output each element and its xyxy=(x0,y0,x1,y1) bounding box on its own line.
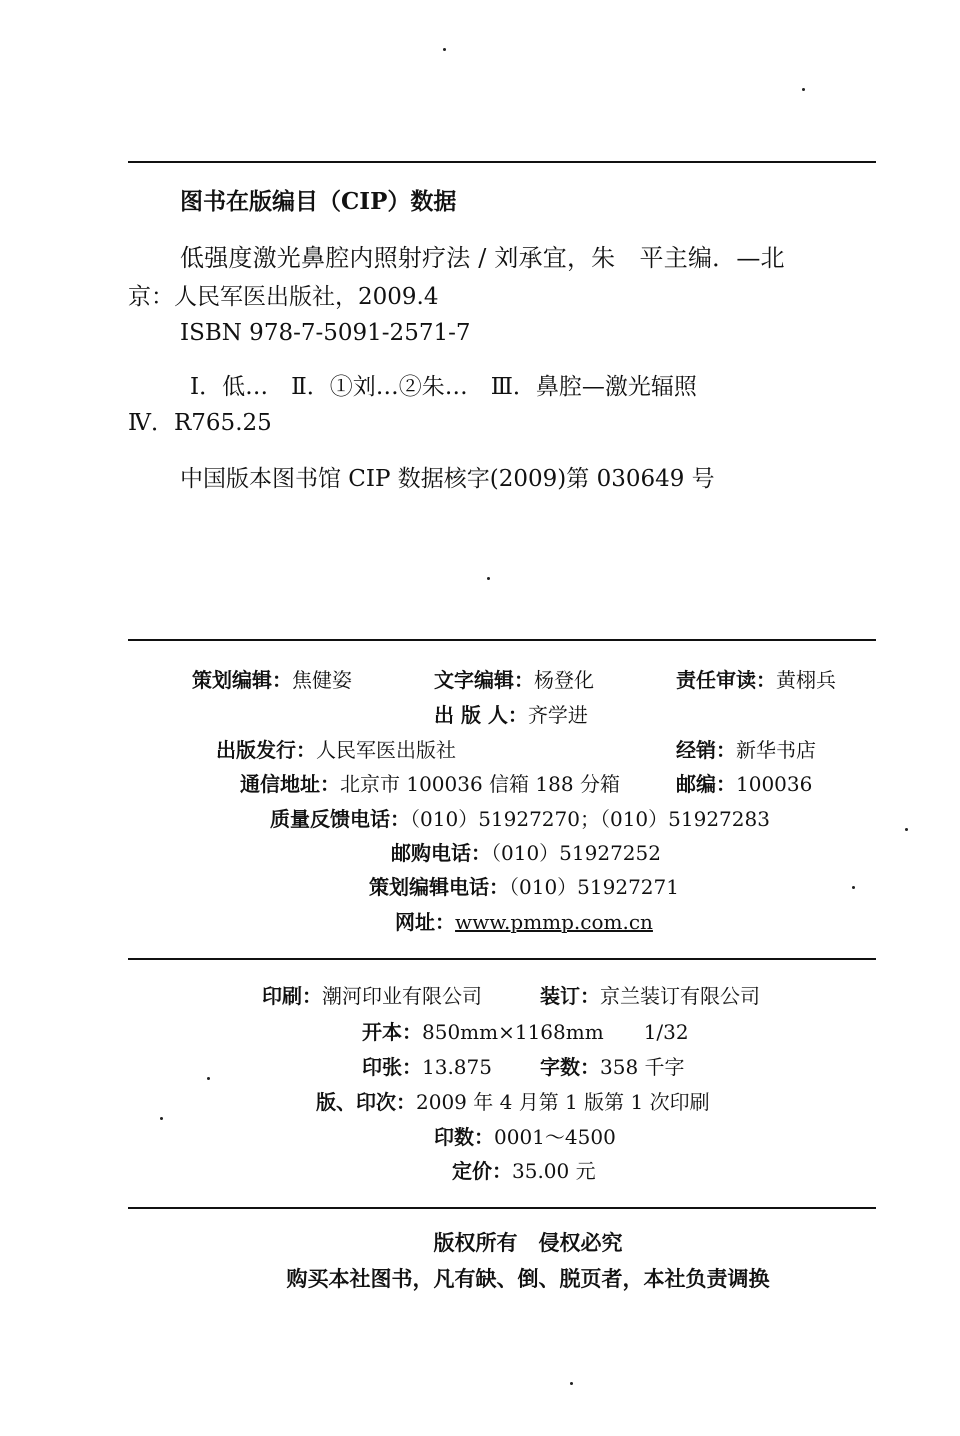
publisher-label: 出版发行： xyxy=(216,738,316,762)
sheets-value: 13.875 xyxy=(422,1055,492,1079)
website xyxy=(44,912,960,932)
binder-label: 装订： xyxy=(540,984,600,1008)
words-value: 358 千字 xyxy=(600,1055,685,1079)
publisher xyxy=(216,740,456,760)
address-value: 北京市 100036 信箱 188 分箱 xyxy=(340,772,620,796)
top-rule xyxy=(128,161,876,163)
editorial-phone-label: 策划编辑电话： xyxy=(369,875,509,899)
edition xyxy=(316,1092,710,1112)
distributor-label: 经销： xyxy=(676,738,736,762)
quality-phone-value: （010）51927270；（010）51927283 xyxy=(410,807,770,831)
format xyxy=(362,1022,689,1042)
copyright-notice: 版权所有 侵权必究 xyxy=(433,1230,623,1255)
planning-editor-value: 焦健姿 xyxy=(292,668,352,692)
copies-label: 印数： xyxy=(434,1125,494,1149)
postcode xyxy=(676,774,812,794)
postcode-value: 100036 xyxy=(736,772,813,796)
cip-number: 中国版本图书馆 CIP 数据核字(2009)第 030649 号 xyxy=(180,466,715,492)
text-editor-value: 杨登化 xyxy=(534,668,594,692)
scan-speck xyxy=(905,828,908,831)
middle-rule xyxy=(128,639,876,641)
cip-heading: 图书在版编目（CIP）数据 xyxy=(180,188,457,215)
quality-phone-label: 质量反馈电话： xyxy=(270,807,411,831)
printer xyxy=(262,986,482,1006)
format-label: 开本： xyxy=(362,1020,422,1044)
edition-value: 2009 年 4 月第 1 版第 1 次印刷 xyxy=(416,1090,710,1114)
planning-editor-label: 策划编辑： xyxy=(192,668,292,692)
address xyxy=(240,774,620,794)
price xyxy=(452,1161,596,1181)
words-label: 字数： xyxy=(540,1055,600,1079)
copyright-rule xyxy=(128,1207,876,1209)
cip-line-2: 京：人民军医出版社，2009.4 xyxy=(128,284,439,310)
reviewer-label: 责任审读： xyxy=(676,668,776,692)
cip-line-1: 低强度激光鼻腔内照射疗法 / 刘承宜，朱 平主编．—北 xyxy=(180,244,785,272)
text-editor-label: 文字编辑： xyxy=(434,668,534,692)
price-label: 定价： xyxy=(452,1159,512,1183)
scan-speck xyxy=(207,1077,210,1080)
printer-label: 印刷： xyxy=(262,984,322,1008)
copies xyxy=(434,1127,616,1147)
editorial-phone-value: （010）51927271 xyxy=(509,875,679,899)
printer-value: 潮河印业有限公司 xyxy=(322,984,482,1008)
scan-speck xyxy=(802,88,805,91)
postcode-label: 邮编： xyxy=(676,772,736,796)
address-label: 通信地址： xyxy=(240,772,340,796)
scan-speck xyxy=(443,48,446,51)
publisher-person-value: 齐学进 xyxy=(527,703,588,727)
scan-speck xyxy=(487,577,490,580)
copies-value: 0001～4500 xyxy=(494,1125,616,1149)
price-value: 35.00 元 xyxy=(512,1159,596,1183)
reviewer xyxy=(676,670,836,690)
word-count xyxy=(540,1057,685,1077)
sheets xyxy=(362,1057,492,1077)
planning-editor xyxy=(192,670,352,690)
scan-speck xyxy=(852,886,855,889)
text-editor xyxy=(434,670,594,690)
quality-phone xyxy=(40,809,960,829)
publisher-person-label: 出 版 人： xyxy=(434,703,528,727)
sheets-label: 印张： xyxy=(362,1055,422,1079)
mail-order-phone xyxy=(46,843,960,863)
replacement-notice: 购买本社图书，凡有缺、倒、脱页者，本社负责调换 xyxy=(286,1266,770,1291)
publisher-person xyxy=(434,705,588,725)
distributor-value: 新华书店 xyxy=(736,738,816,762)
mail-order-label: 邮购电话： xyxy=(391,841,491,865)
cip-class-line-1: Ⅰ．低… Ⅱ．①刘…②朱… Ⅲ．鼻腔—激光辐照 xyxy=(190,374,697,400)
website-link[interactable]: www.pmmp.com.cn xyxy=(455,910,653,934)
reviewer-value: 黄栩兵 xyxy=(776,668,836,692)
mail-order-value: （010）51927252 xyxy=(491,841,661,865)
website-label: 网址： xyxy=(395,910,456,934)
format-value: 850mm×1168mm 1/32 xyxy=(422,1020,689,1044)
cip-isbn: ISBN 978-7-5091-2571-7 xyxy=(180,320,471,346)
binder xyxy=(540,986,760,1006)
cip-class-line-2: Ⅳ．R765.25 xyxy=(128,410,272,436)
editorial-phone xyxy=(44,877,960,897)
scan-speck xyxy=(570,1382,573,1385)
distributor xyxy=(676,740,816,760)
edition-label: 版、印次： xyxy=(316,1090,416,1114)
publisher-value: 人民军医出版社 xyxy=(316,738,456,762)
scan-speck xyxy=(160,1117,163,1120)
print-rule xyxy=(128,958,876,960)
binder-value: 京兰装订有限公司 xyxy=(600,984,760,1008)
